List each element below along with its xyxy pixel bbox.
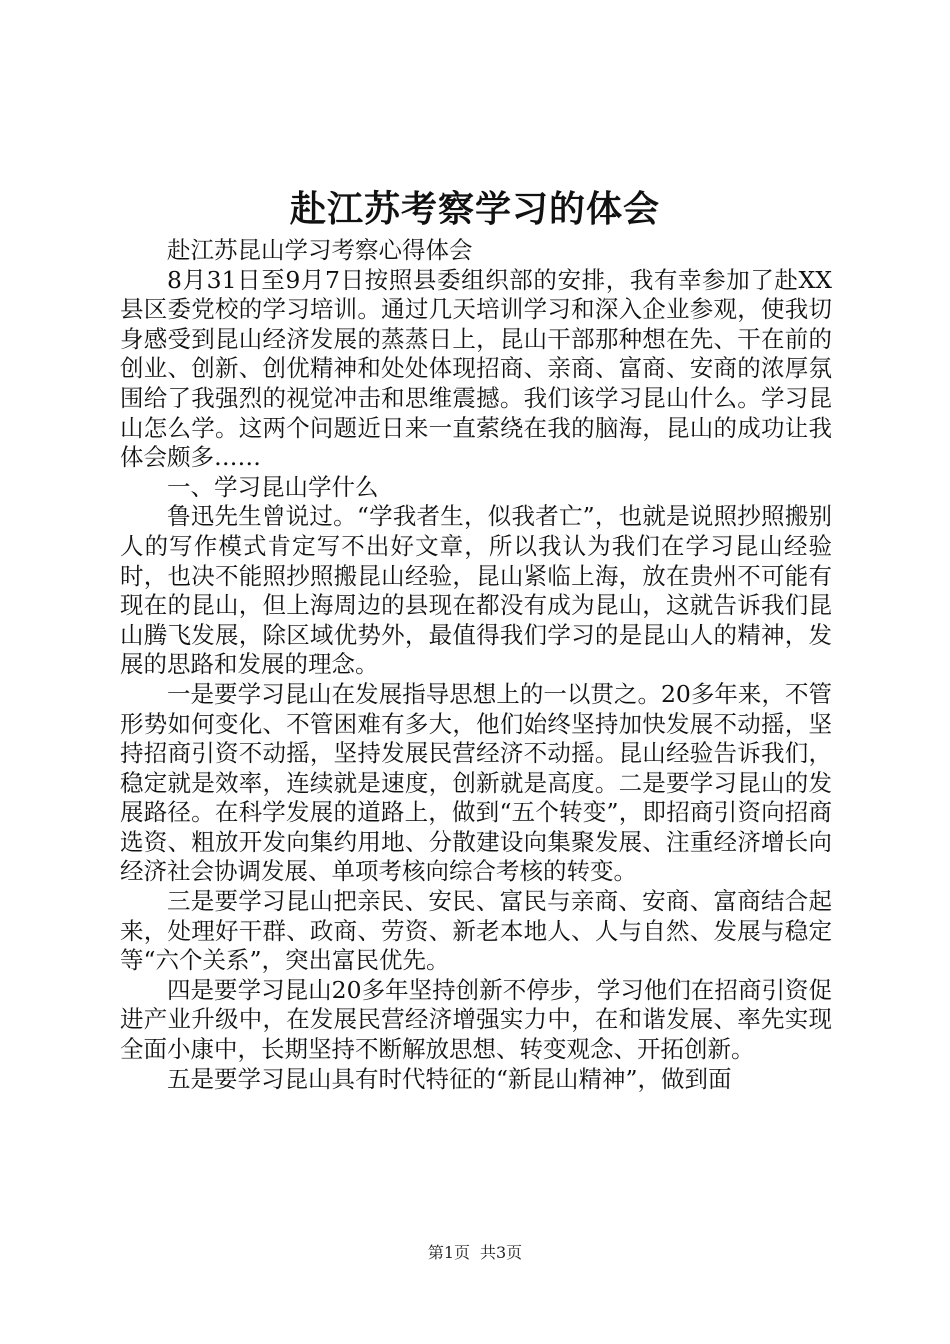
document-body xyxy=(120,236,832,1094)
page-total: 共3页 xyxy=(480,1243,523,1262)
body-paragraph: 一是要学习昆山在发展指导思想上的一以贯之。20多年来，不管形势如何变化、不管困难有多大，他们始终坚持加快发展不动摇，坚持招商引资不动摇，坚持发展民营经济不动摇。昆山经验告诉我们，稳定就是效率，连续就是速度，创新就是高度。二是要学习昆山的发展路径。在科学发展的道路上，做到“五个转变”，即招商引资向招商选资、粗放开发向集约用地、分散建设向集聚发展、注重经济增长向经济社会协调发展、单项考核向综合考核的转变。 xyxy=(120,679,832,886)
body-paragraph: 三是要学习昆山把亲民、安民、富民与亲商、安商、富商结合起来，处理好干群、政商、劳资、新老本地人、人与自然、发展与稳定等“六个关系”，突出富民优先。 xyxy=(120,887,832,975)
body-paragraph: 鲁迅先生曾说过。“学我者生，似我者亡”，也就是说照抄照搬别人的写作模式肯定写不出好文章，所以我认为我们在学习昆山经验时，也决不能照抄照搬昆山经验，昆山紧临上海，放在贵州不可能有现在的昆山，但上海周边的县现在都没有成为昆山，这就告诉我们昆山腾飞发展，除区域优势外，最值得我们学习的是昆山人的精神，发展的思路和发展的理念。 xyxy=(120,502,832,679)
body-paragraph: 五是要学习昆山具有时代特征的“新昆山精神”，做到面 xyxy=(167,1064,732,1093)
page-footer xyxy=(0,1242,950,1264)
page-number: 第1页 xyxy=(427,1243,470,1262)
section-heading: 一、学习昆山学什么 xyxy=(167,472,379,501)
body-paragraph: 四是要学习昆山20多年坚持创新不停步，学习他们在招商引资促进产业升级中，在发展民营经济增强实力中，在和谐发展、率先实现全面小康中，长期坚持不断解放思想、转变观念、开拓创新。 xyxy=(120,975,832,1064)
document-title: 赴江苏考察学习的体会 xyxy=(289,188,660,230)
body-paragraph: 赴江苏昆山学习考察心得体会 xyxy=(167,236,473,264)
body-paragraph: 8月31日至9月7日按照县委组织部的安排，我有幸参加了赴XX县区委党校的学习培训。通过几天培训学习和深入企业参观，使我切身感受到昆山经济发展的蒸蒸日上，昆山干部那种想在先、干在前的创业、创新、创优精神和处处体现招商、亲商、富商、安商的浓厚氛围给了我强烈的视觉冲击和思维震撼。我们该学习昆山什么。学习昆山怎么学。这两个问题近日来一直萦绕在我的脑海，昆山的成功让我体会颇多…… xyxy=(120,265,832,472)
